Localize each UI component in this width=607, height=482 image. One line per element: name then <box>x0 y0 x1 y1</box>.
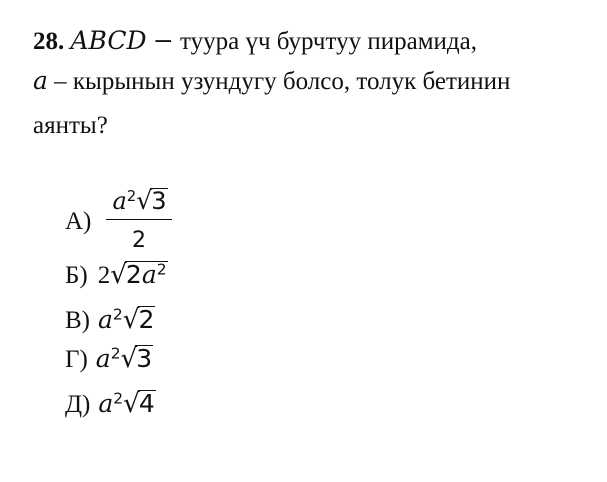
option-b-expression <box>98 260 168 291</box>
question-line-2 <box>33 66 510 97</box>
sqrt-symbol: √ <box>123 389 140 419</box>
sqrt-symbol: √ <box>120 344 138 374</box>
option-v-label: В) <box>65 307 90 334</box>
question-line-1 <box>33 26 477 57</box>
option-a[interactable] <box>65 207 91 237</box>
option-d-expression <box>98 389 155 420</box>
option-b[interactable] <box>65 260 168 291</box>
option-v[interactable] <box>65 305 155 336</box>
option-d-label: Д) <box>65 391 91 418</box>
option-b-radicand-var: a <box>141 260 157 289</box>
option-b-sqrt <box>110 260 167 291</box>
question-text-line-1: туура үч бурчтуу пирамида, <box>180 28 477 55</box>
option-d-power: 2 <box>113 389 124 408</box>
edge-variable: a <box>33 66 48 95</box>
option-g-base: a <box>95 344 111 373</box>
question-text-line-3: аянты? <box>33 112 108 139</box>
option-a-label: А) <box>65 208 92 235</box>
option-b-radicand-coef: 2 <box>125 260 142 289</box>
sqrt-symbol: √ <box>122 305 140 335</box>
option-d-radicand: 4 <box>138 389 155 418</box>
option-d-sqrt <box>123 389 156 420</box>
option-b-radicand <box>125 261 168 289</box>
option-b-radicand-power: 2 <box>156 260 167 279</box>
option-g-expression <box>96 344 153 375</box>
option-v-expression <box>98 305 155 336</box>
question-text-line-2: – кырынын узундугу болсо, толук бетинин <box>54 68 511 95</box>
option-g-power: 2 <box>110 344 121 363</box>
option-a-denominator: 2 <box>132 228 146 253</box>
sqrt-symbol: √ <box>136 186 153 215</box>
option-a-sqrt <box>136 186 167 217</box>
option-a-numerator <box>108 186 172 217</box>
question-line-3 <box>33 111 108 141</box>
option-v-radicand: 2 <box>138 305 155 334</box>
sqrt-symbol: √ <box>110 260 127 290</box>
option-g-radicand: 3 <box>136 344 153 373</box>
option-b-label: Б) <box>65 262 88 289</box>
question-number: 28. <box>33 28 65 55</box>
fraction-bar <box>106 219 172 220</box>
pyramid-name: ABCD <box>70 26 147 55</box>
option-v-base: a <box>98 305 113 334</box>
math-dash: − <box>152 26 174 55</box>
option-g[interactable] <box>65 344 153 375</box>
option-d[interactable] <box>65 389 156 420</box>
option-b-coefficient: 2 <box>97 262 111 289</box>
option-a-radicand: 3 <box>151 187 167 215</box>
option-a-power: 2 <box>126 186 137 205</box>
option-d-base: a <box>98 389 114 418</box>
option-g-label: Г) <box>65 346 88 373</box>
option-v-power: 2 <box>112 305 123 324</box>
option-a-base: a <box>112 187 127 215</box>
option-v-sqrt <box>123 305 156 336</box>
option-g-sqrt <box>121 344 154 375</box>
